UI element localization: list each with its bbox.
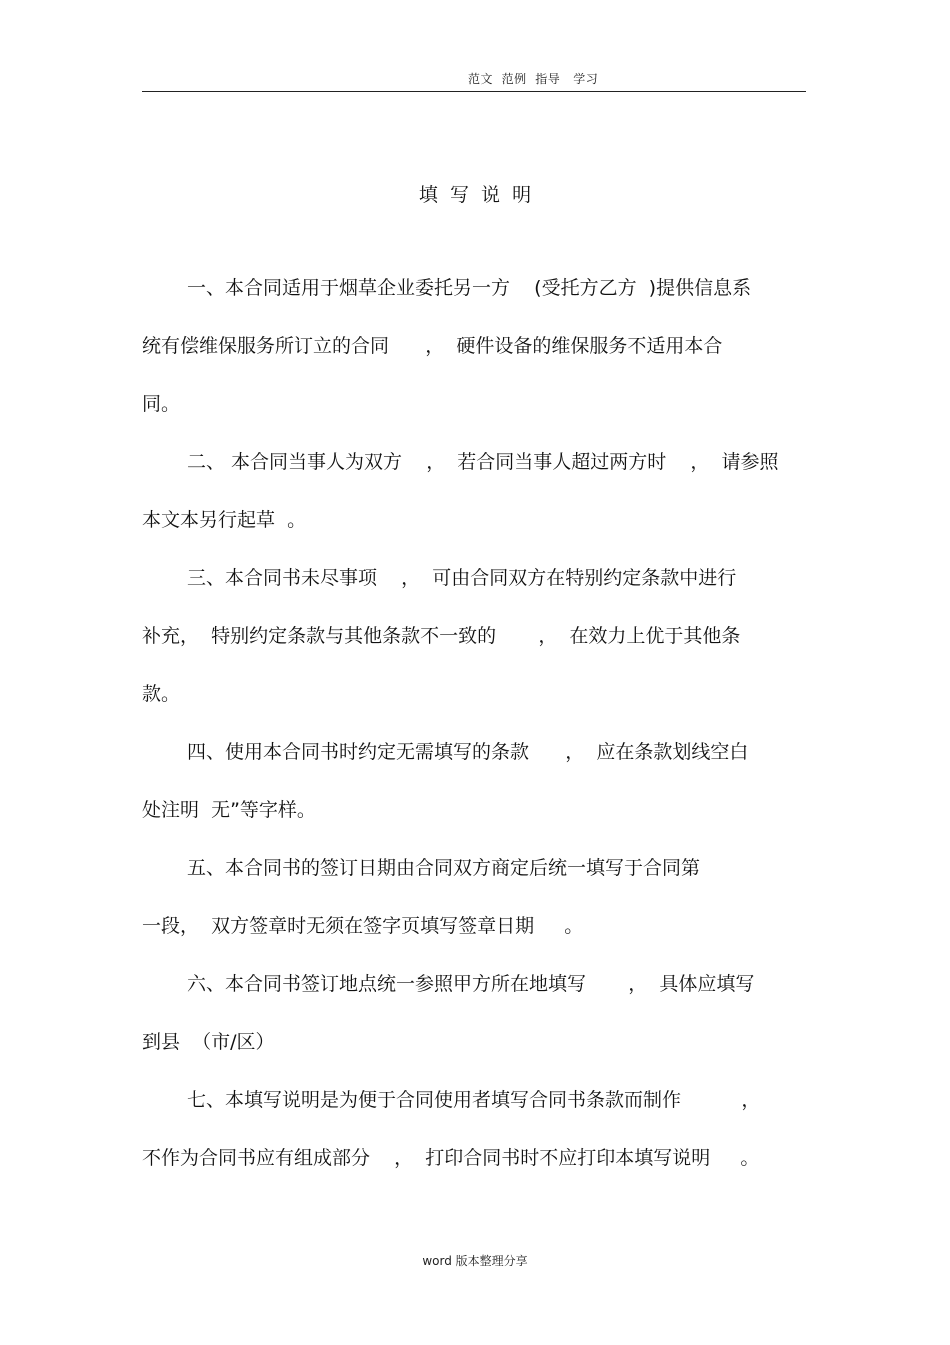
document-line: 五、本合同书的签订日期由合同双方商定后统一填写于合同第 — [187, 857, 701, 879]
document-line: 三、本合同书未尽事项 ， 可由合同双方在特别约定条款中进行 — [187, 567, 737, 589]
document-line: 处注明 无”等字样。 — [142, 799, 316, 821]
header-divider — [142, 91, 806, 92]
header-text: 范文 范例 指导 学习 — [468, 72, 599, 86]
document-line: 七、本填写说明是为便于合同使用者填写合同书条款而制作 ， — [187, 1089, 761, 1111]
document-line: 款。 — [142, 683, 181, 705]
document-line: 不作为合同书应有组成部分 ， 打印合同书时不应打印本填写说明 。 — [142, 1147, 760, 1169]
document-line: 补充， 特别约定条款与其他条款不一致的 ， 在效力上优于其他条 — [142, 625, 741, 647]
document-line: 二、 本合同当事人为双方 ， 若合同当事人超过两方时 ， 请参照 — [187, 451, 779, 473]
document-line: 六、本合同书签订地点统一参照甲方所在地填写 ， 具体应填写 — [187, 973, 755, 995]
document-line: 本文本另行起草 。 — [142, 509, 307, 531]
document-line: 统有偿维保服务所订立的合同 ， 硬件设备的维保服务不适用本合 — [142, 335, 723, 357]
document-title: 填 写 说 明 — [418, 184, 532, 206]
document-line: 一段， 双方签章时无须在签字页填写签章日期 。 — [142, 915, 584, 937]
document-line: 同。 — [142, 393, 181, 415]
document-line: 四、使用本合同书时约定无需填写的条款 ， 应在条款划线空白 — [187, 741, 749, 763]
page-footer: word 版本整理分享 — [422, 1254, 528, 1268]
document-line: 一、本合同适用于烟草企业委托另一方 (受托方乙方 )提供信息系 — [187, 277, 752, 299]
document-line: 到县 （市/区） — [142, 1031, 275, 1053]
